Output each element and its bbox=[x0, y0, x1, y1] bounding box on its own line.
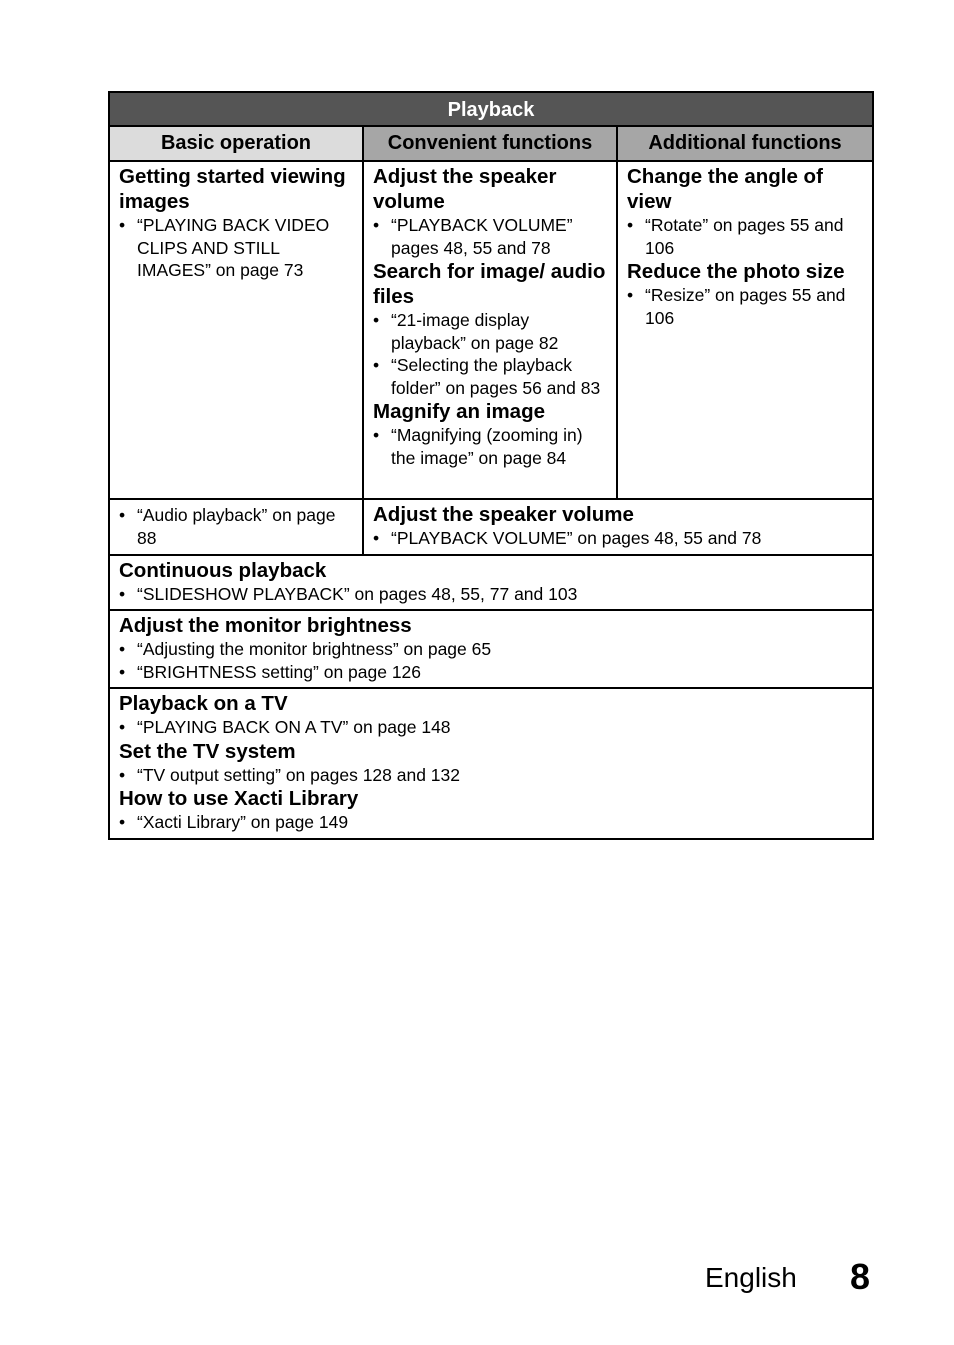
section-heading: Continuous playback bbox=[119, 558, 327, 582]
header-convenient-functions: Convenient functions bbox=[363, 126, 617, 161]
list-item: • “Adjusting the monitor brightness” on page 65 bbox=[119, 639, 492, 659]
list-item: • “PLAYING BACK ON A TV” on page 148 bbox=[119, 717, 451, 737]
cell-audio-volume bbox=[363, 499, 873, 555]
section-heading: Adjust the speaker volume bbox=[373, 503, 634, 526]
cell-additional bbox=[617, 161, 873, 499]
section-heading: Playback on a TV bbox=[119, 692, 288, 715]
list-item: • “Xacti Library” on page 149 bbox=[119, 812, 349, 832]
list-item: • “Selecting the playback folder” on pages 56 and 83 bbox=[373, 355, 601, 398]
list-item: • “SLIDESHOW PLAYBACK” on pages 48, 55, 77 and 103 bbox=[119, 583, 578, 604]
list-item: • “BRIGHTNESS setting” on page 126 bbox=[119, 661, 422, 682]
cell-convenient bbox=[363, 161, 617, 499]
cell-audio-basic bbox=[109, 499, 363, 555]
header-basic-operation: Basic operation bbox=[109, 126, 363, 161]
playback-table bbox=[108, 91, 874, 840]
section-heading: Change the angle of view bbox=[627, 165, 823, 213]
list-item: • “PLAYING BACK VIDEO CLIPS AND STILL IMAGES” on page 73 bbox=[119, 215, 330, 280]
table-title: Playback bbox=[109, 92, 873, 126]
footer-language: English bbox=[705, 1262, 797, 1293]
section-heading: Set the TV system bbox=[119, 739, 296, 763]
section-heading: Adjust the monitor brightness bbox=[119, 614, 412, 637]
section-heading: Getting started viewing images bbox=[119, 165, 346, 213]
list-item: • “Resize” on pages 55 and 106 bbox=[627, 285, 846, 328]
list-item: • “PLAYBACK VOLUME” pages 48, 55 and 78 bbox=[373, 215, 573, 258]
list-item: • “Magnifying (zooming in) the image” on page 84 bbox=[373, 425, 583, 468]
page-number: 8 bbox=[850, 1256, 871, 1297]
list-item: • “Audio playback” on page 88 bbox=[119, 505, 336, 548]
cell-continuous-playback bbox=[109, 555, 873, 611]
list-item: • “PLAYBACK VOLUME” on pages 48, 55 and 78 bbox=[373, 528, 762, 548]
list-item: • “21-image display playback” on page 82 bbox=[373, 310, 559, 353]
cell-basic bbox=[109, 161, 363, 499]
section-heading: Reduce the photo size bbox=[627, 260, 845, 283]
section-heading: Adjust the speaker volume bbox=[373, 165, 557, 213]
list-item: • “Rotate” on pages 55 and 106 bbox=[627, 215, 844, 258]
section-heading: Search for image/ audio files bbox=[373, 260, 606, 308]
cell-tv bbox=[109, 688, 873, 839]
section-heading: How to use Xacti Library bbox=[119, 787, 359, 810]
cell-monitor-brightness bbox=[109, 610, 873, 688]
list-item: • “TV output setting” on pages 128 and 132 bbox=[119, 764, 461, 785]
header-additional-functions: Additional functions bbox=[617, 126, 873, 161]
section-heading: Magnify an image bbox=[373, 400, 546, 423]
